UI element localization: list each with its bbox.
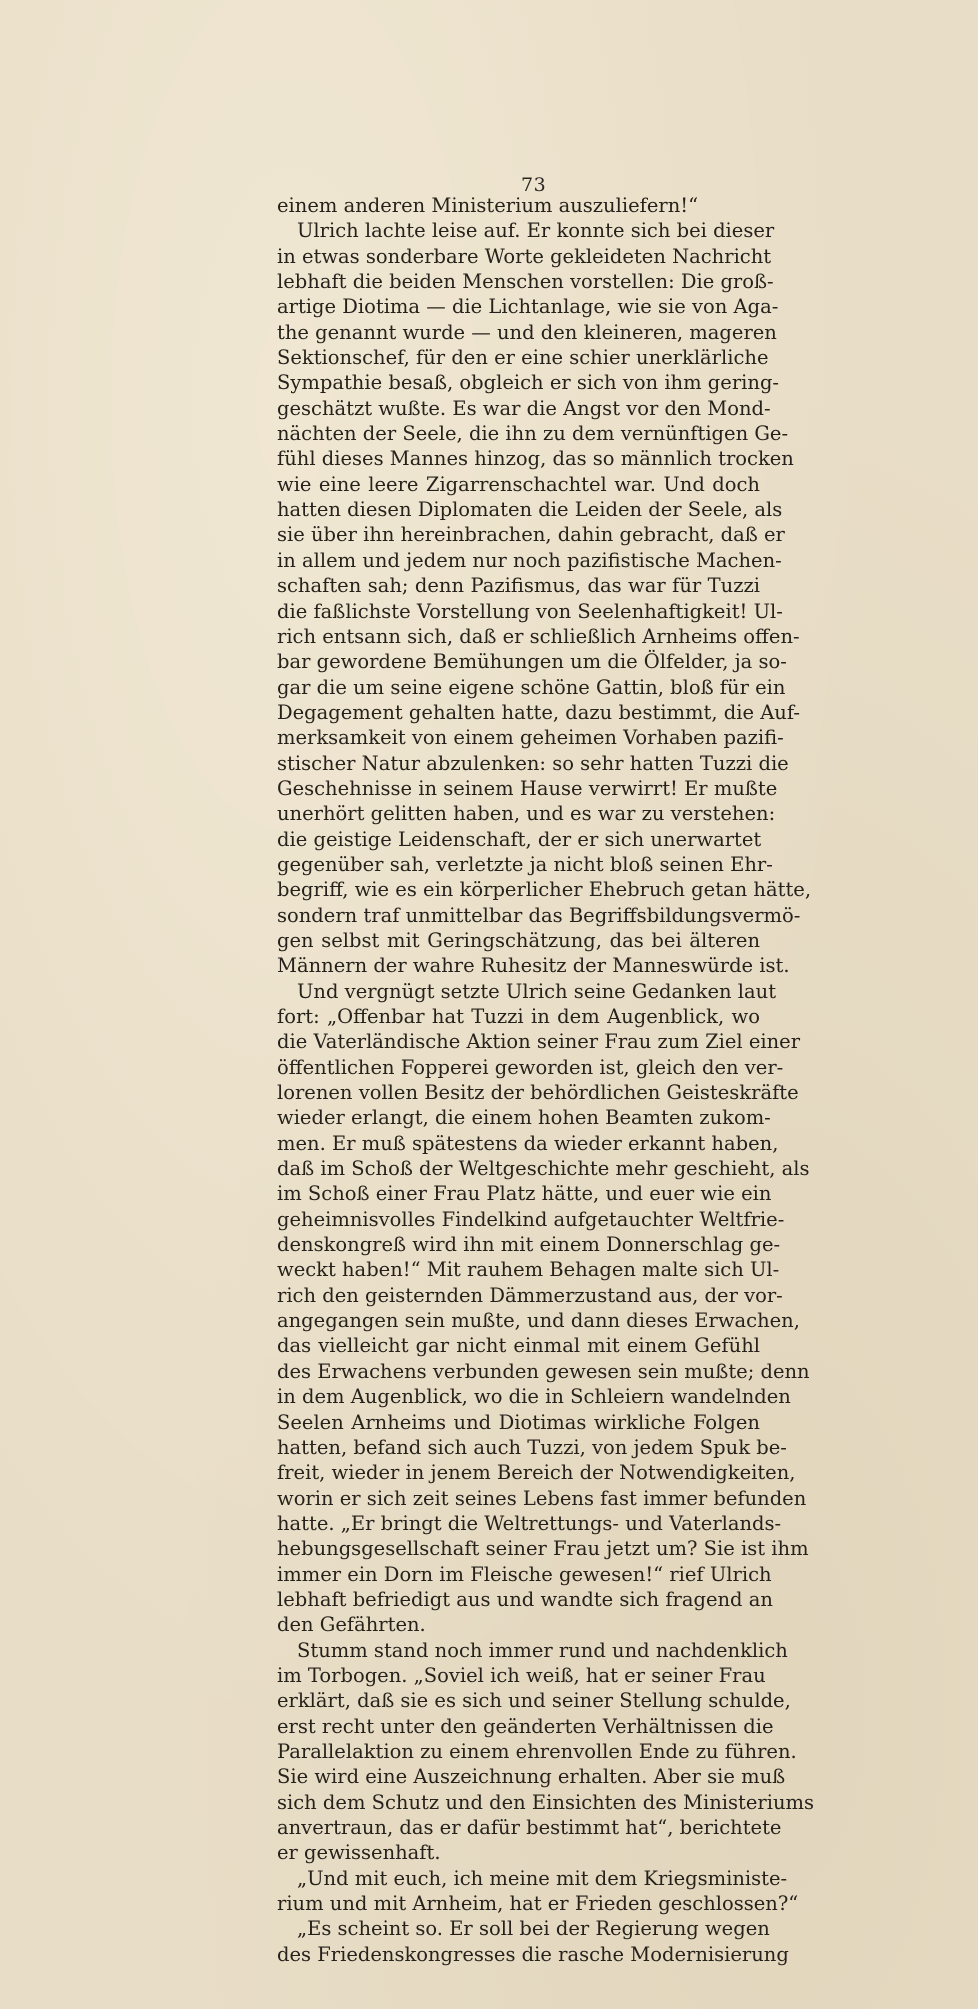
text-line: Seelen Arnheims und Diotimas wirkliche Folgen — [277, 1410, 760, 1434]
text-line: Und vergnügt setzte Ulrich seine Gedanken laut — [297, 979, 777, 1003]
body-text — [277, 193, 815, 1967]
text-line: lebhaft befriedigt aus und wandte sich fragend an — [277, 1587, 773, 1611]
text-line: rich entsann sich, daß er schließlich Arnheims offen- — [277, 624, 800, 648]
text-line: sich dem Schutz und den Einsichten des Ministeriums — [277, 1790, 815, 1814]
text-line: die Vaterländische Aktion seiner Frau zum Ziel einer — [277, 1030, 801, 1054]
text-line: Ulrich lachte leise auf. Er konnte sich bei dieser — [297, 219, 775, 243]
text-line: sie über ihn hereinbrachen, dahin gebracht, daß er — [277, 523, 785, 547]
text-line: Stumm stand noch immer rund und nachdenklich — [297, 1638, 788, 1662]
text-line: gen selbst mit Geringschätzung, das bei älteren — [277, 928, 760, 952]
text-line: Sie wird eine Auszeichnung erhalten. Aber sie muß — [277, 1765, 786, 1789]
text-line: fühl dieses Mannes hinzog, das so männlich trocken — [277, 447, 794, 471]
text-line: immer ein Dorn im Fleische gewesen!“ rief Ulrich — [277, 1562, 772, 1586]
text-line: die faßlichste Vorstellung von Seelenhaftigkeit! Ul- — [277, 599, 783, 623]
text-line: gegenüber sah, verletzte ja nicht bloß seinen Ehr- — [277, 852, 773, 876]
text-line: stischer Natur abzulenken: so sehr hatten Tuzzi die — [277, 751, 789, 775]
text-line: nächten der Seele, die ihn zu dem vernünftigen Ge- — [277, 422, 789, 446]
text-line: angegangen sein mußte, und dann dieses Erwachen, — [277, 1309, 800, 1333]
text-line: rium und mit Arnheim, hat er Frieden geschlossen?“ — [277, 1892, 799, 1916]
text-line: begriff, wie es ein körperlicher Ehebruch getan hätte, — [277, 878, 812, 902]
text-line: hatten, befand sich auch Tuzzi, von jedem Spuk be- — [277, 1435, 787, 1459]
text-line: „Und mit euch, ich meine mit dem Kriegsministe- — [297, 1866, 788, 1890]
text-line: erklärt, daß sie es sich und seiner Stellung schulde, — [277, 1689, 791, 1713]
text-line: weckt haben!“ Mit rauhem Behagen malte sich Ul- — [277, 1258, 780, 1282]
text-line: Parallelaktion zu einem ehrenvollen Ende zu führen. — [277, 1739, 797, 1763]
text-line: gar die um seine eigene schöne Gattin, bloß für ein — [277, 675, 786, 699]
text-line: wie eine leere Zigarrenschachtel war. Und doch — [277, 472, 760, 496]
text-line: freit, wieder in jenem Bereich der Notwendigkeiten, — [277, 1461, 796, 1485]
text-line: einem anderen Ministerium auszuliefern!“ — [277, 194, 699, 217]
text-line: geschätzt wußte. Es war die Angst vor den Mond- — [277, 396, 771, 420]
text-line: in dem Augenblick, wo die in Schleiern wandelnden — [277, 1385, 791, 1409]
page-number: 73 — [521, 174, 547, 196]
text-line: hatte. „Er bringt die Weltrettungs- und Vaterlands- — [277, 1511, 782, 1535]
text-line: er gewissenhaft. — [277, 1841, 441, 1865]
text-line: fort: „Offenbar hat Tuzzi in dem Augenblick, wo — [277, 1005, 760, 1028]
text-line: unerhört gelitten haben, und es war zu verstehen: — [277, 802, 776, 826]
text-line: Männern der wahre Ruhesitz der Manneswürde ist. — [277, 954, 790, 978]
text-line: den Gefährten. — [277, 1613, 426, 1637]
text-line: das vielleicht gar nicht einmal mit einem Gefühl — [277, 1334, 760, 1358]
text-line: wieder erlangt, die einem hohen Beamten zukom- — [277, 1106, 771, 1130]
text-line: lebhaft die beiden Menschen vorstellen: Die groß- — [277, 270, 774, 294]
text-line: schaften sah; denn Pazifismus, das war für Tuzzi — [277, 574, 760, 598]
text-line: Degagement gehalten hatte, dazu bestimmt, die Auf- — [277, 700, 800, 724]
text-line: des Erwachens verbunden gewesen sein mußte; denn — [277, 1359, 810, 1383]
text-line: geheimnisvolles Findelkind aufgetauchter Weltfrie- — [277, 1207, 785, 1231]
text-line: merksamkeit von einem geheimen Vorhaben pazifi- — [277, 726, 784, 750]
text-line: Sektionschef, für den er eine schier unerklärliche — [277, 346, 769, 370]
text-line: sondern traf unmittelbar das Begriffsbildungsvermö- — [277, 903, 801, 927]
text-line: erst recht unter den geänderten Verhältnissen die — [277, 1714, 774, 1738]
text-line: Geschehnisse in seinem Hause verwirrt! Er mußte — [277, 776, 778, 800]
text-line: worin er sich zeit seines Lebens fast immer befunden — [277, 1486, 807, 1510]
text-line: öffentlichen Fopperei geworden ist, gleich den ver- — [277, 1055, 784, 1079]
text-line: lorenen vollen Besitz der behördlichen Geisteskräfte — [277, 1081, 799, 1105]
text-line: im Schoß einer Frau Platz hätte, und euer wie ein — [277, 1182, 772, 1206]
text-line: hatten diesen Diplomaten die Leiden der Seele, als — [277, 498, 783, 522]
text-line: in etwas sonderbare Worte gekleideten Nachricht — [277, 244, 772, 268]
text-line: hebungsgesellschaft seiner Frau jetzt um? Sie ist ihm — [277, 1537, 809, 1561]
text-line: the genannt wurde — und den kleineren, mageren — [277, 320, 777, 344]
text-line: bar gewordene Bemühungen um die Ölfelder, ja so- — [277, 650, 787, 674]
text-line: denskongreß wird ihn mit einem Donnerschlag ge- — [277, 1233, 781, 1257]
text-line: artige Diotima — die Lichtanlage, wie sie von Aga- — [277, 295, 779, 319]
text-line: Sympathie besaß, obgleich er sich von ihm gering- — [277, 371, 780, 395]
text-line: die geistige Leidenschaft, der er sich unerwartet — [277, 827, 762, 851]
text-line: des Friedenskongresses die rasche Modernisierung — [277, 1942, 789, 1966]
text-line: men. Er muß spätestens da wieder erkannt haben, — [277, 1131, 779, 1155]
text-line: in allem und jedem nur noch pazifistische Machen- — [277, 548, 782, 572]
text-line: im Torbogen. „Soviel ich weiß, hat er seiner Frau — [277, 1663, 766, 1687]
text-line: anvertraun, das er dafür bestimmt hat“, berichtete — [277, 1816, 782, 1839]
text-line: daß im Schoß der Weltgeschichte mehr geschieht, als — [277, 1157, 810, 1181]
text-line: rich den geisternden Dämmerzustand aus, der vor- — [277, 1283, 783, 1307]
text-line: „Es scheint so. Er soll bei der Regierung wegen — [297, 1917, 770, 1941]
